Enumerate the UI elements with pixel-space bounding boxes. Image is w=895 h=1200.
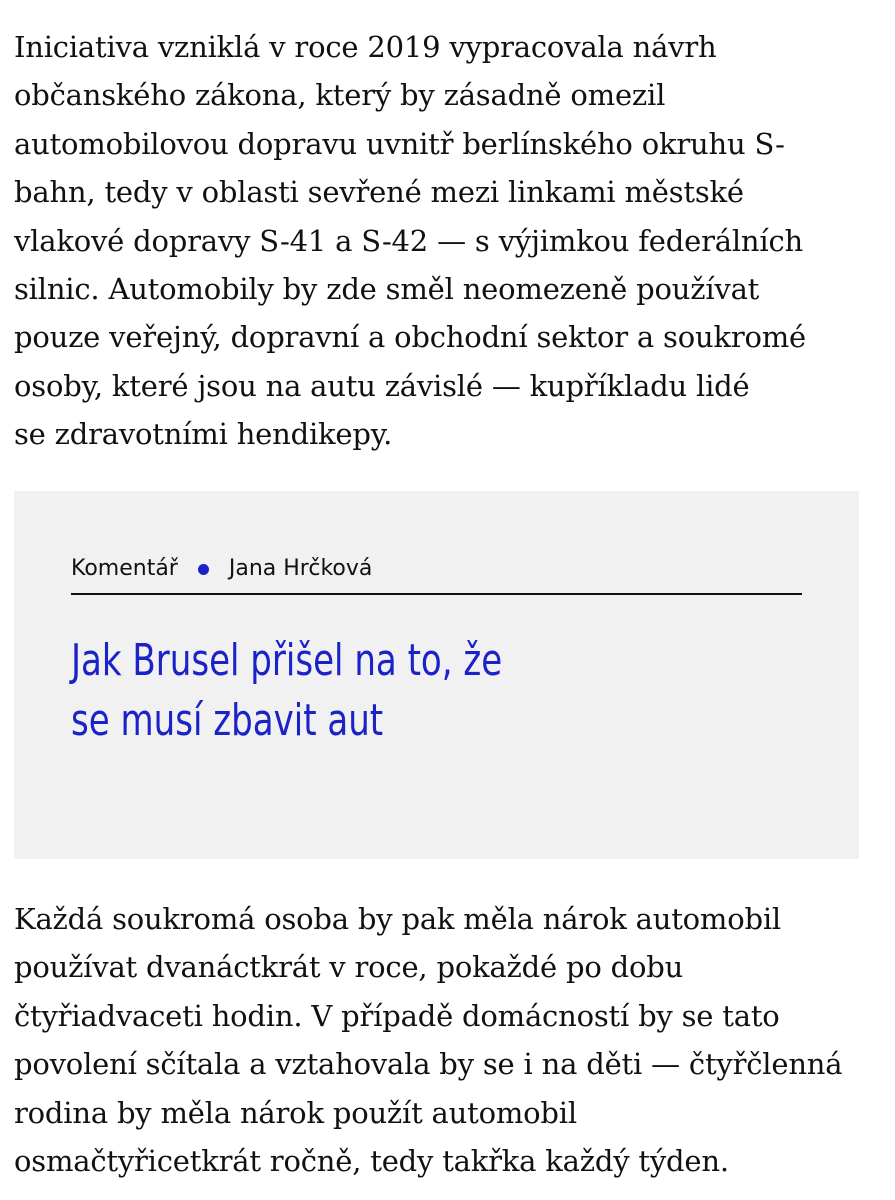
related-author[interactable]: Jana Hrčková	[228, 556, 373, 581]
paragraph-line: používat dvanáctkrát v roce, pokaždé po dobu	[14, 950, 684, 985]
paragraph-line: čtyřiadvaceti hodin. V případě domácností by se tato	[14, 998, 780, 1033]
paragraph-line: se zdravotními hendikepy.	[14, 417, 393, 452]
related-category[interactable]: Komentář	[71, 556, 178, 581]
paragraph-line: Každá soukromá osoba by pak měla nárok automobil	[14, 902, 781, 936]
paragraph-line: bahn, tedy v oblasti sevřené mezi linkami městské	[14, 175, 744, 210]
paragraph-line: osmačtyřicetkrát ročně, tedy takřka každý týden.	[14, 1144, 729, 1179]
title-line[interactable]: Jak Brusel přišel na to, že	[71, 635, 503, 686]
paragraph-line: automobilovou dopravu uvnitř berlínského okruhu S-	[14, 126, 785, 161]
paragraph-line: Iniciativa vzniklá v roce 2019 vypracovala návrh	[14, 30, 717, 64]
paragraph-line: silnic. Automobily by zde směl neomezeně používat	[14, 272, 760, 307]
related-article-title[interactable]	[71, 631, 811, 751]
related-article-card[interactable]	[14, 491, 859, 859]
title-line[interactable]: se musí zbavit aut	[71, 695, 384, 746]
paragraph-line: pouze veřejný, dopravní a obchodní sektor a soukromé	[14, 320, 806, 355]
article-paragraph	[14, 895, 874, 1185]
related-article-meta	[71, 553, 802, 595]
paragraph-line: rodina by měla nárok použít automobil	[14, 1095, 577, 1130]
paragraph-line: povolení sčítala a vztahovala by se i na děti — čtyřčlenná	[14, 1047, 843, 1082]
paragraph-line: občanského zákona, který by zásadně omezil	[14, 78, 666, 113]
paragraph-line: osoby, které jsou na autu závislé — kupříkladu lidé	[14, 368, 750, 403]
article-paragraph	[14, 23, 874, 459]
bullet-dot-icon	[198, 564, 209, 575]
paragraph-line: vlakové dopravy S-41 a S-42 — s výjimkou federálních	[14, 223, 803, 258]
